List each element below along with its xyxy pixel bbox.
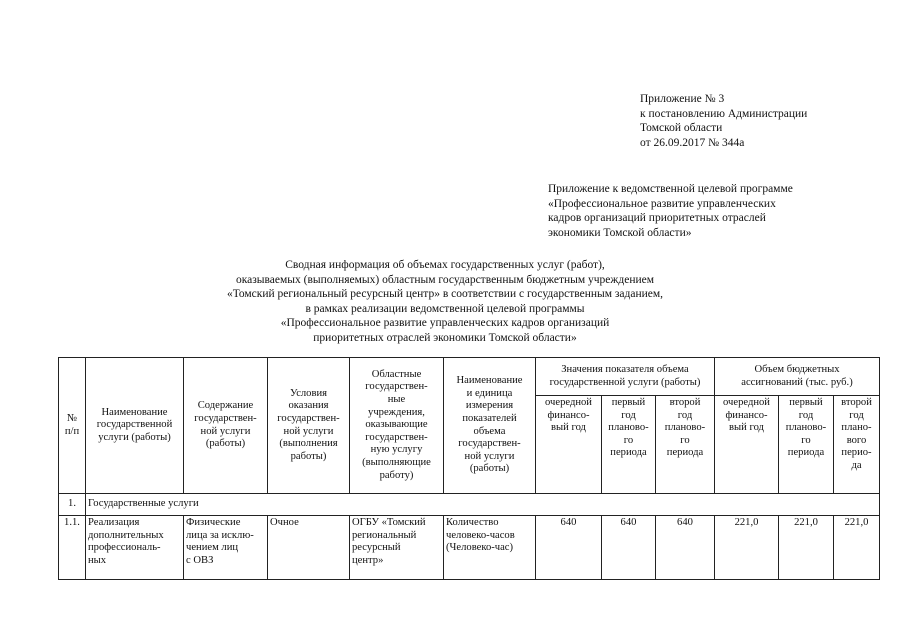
title-line: оказываемых (выполняемых) областным государственным бюджетным учреждением: [235, 273, 655, 286]
header-budget-group: Объем бюджетных ассигнований (тыс. руб.): [715, 358, 880, 396]
header-volume-first-plan-year: первый год планово- го периода: [602, 396, 656, 494]
row-service-content: Физические лица за исклю- чением лиц с ОВЗ: [184, 516, 268, 580]
appendix-line: Приложение № 3: [640, 93, 725, 105]
program-line: «Профессиональное развитие управленческих: [548, 197, 776, 210]
section-row: [59, 494, 880, 516]
row-budget-current-year: 221,0: [715, 516, 779, 580]
header-indicator: Наименование и единица измерения показателей объема государствен- ной услуги (работы): [444, 358, 536, 494]
row-budget-second-plan-year: 221,0: [834, 516, 880, 580]
header-conditions: Условия оказания государствен- ной услуги (выполнения работы): [268, 358, 350, 494]
section-num: 1.: [59, 494, 86, 516]
header-budget-first-plan-year: первый год планово- го периода: [779, 396, 834, 494]
title-line: Сводная информация об объемах государственных услуг (работ),: [285, 259, 605, 271]
title-line: в рамках реализации ведомственной целевой программы: [305, 302, 585, 315]
appendix-line: к постановлению Администрации: [640, 107, 808, 120]
header-service-name: Наименование государственной услуги (работы): [86, 358, 184, 494]
row-service-name: Реализация дополнительных профессиональ- ных: [86, 516, 184, 580]
row-indicator: Количество человеко-часов (Человеко-час): [444, 516, 536, 580]
header-volume-group: Значения показателя объема государственной услуги (работы): [536, 358, 715, 396]
header-volume-second-plan-year: второй год планово- го периода: [656, 396, 715, 494]
document-title: [150, 258, 740, 346]
appendix-reference: [640, 92, 807, 150]
row-volume-second-plan-year: 640: [656, 516, 715, 580]
header-service-content: Содержание государствен- ной услуги (работы): [184, 358, 268, 494]
row-budget-first-plan-year: 221,0: [779, 516, 834, 580]
row-num: 1.1.: [59, 516, 86, 580]
program-line: экономики Томской области»: [548, 226, 692, 239]
header-volume-current-year: очередной финансо- вый год: [536, 396, 602, 494]
table-row: [59, 516, 880, 580]
header-budget-second-plan-year: второй год плано- вого перио- да: [834, 396, 880, 494]
header-num: № п/п: [59, 358, 86, 494]
row-volume-current-year: 640: [536, 516, 602, 580]
appendix-line: Томской области: [640, 122, 723, 135]
section-label: Государственные услуги: [86, 494, 880, 516]
title-line: «Профессиональное развитие управленческих кадров организаций: [280, 317, 610, 330]
appendix-line: от 26.09.2017 № 344а: [640, 136, 745, 149]
program-line: кадров организаций приоритетных отраслей: [548, 212, 766, 225]
header-budget-current-year: очередной финансо- вый год: [715, 396, 779, 494]
header-institutions: Областные государствен- ные учреждения, оказывающие государствен- ную услугу (выполняющие работу): [350, 358, 444, 494]
program-line: Приложение к ведомственной целевой программе: [548, 183, 793, 195]
row-institution: ОГБУ «Томский региональный ресурсный центр»: [350, 516, 444, 580]
title-line: «Томский региональный ресурсный центр» в соответствии с государственным заданием,: [226, 288, 664, 301]
title-line: приоритетных отраслей экономики Томской области»: [313, 331, 577, 344]
row-volume-first-plan-year: 640: [602, 516, 656, 580]
program-reference: [548, 182, 793, 240]
row-conditions: Очное: [268, 516, 350, 580]
services-table: [58, 357, 880, 580]
